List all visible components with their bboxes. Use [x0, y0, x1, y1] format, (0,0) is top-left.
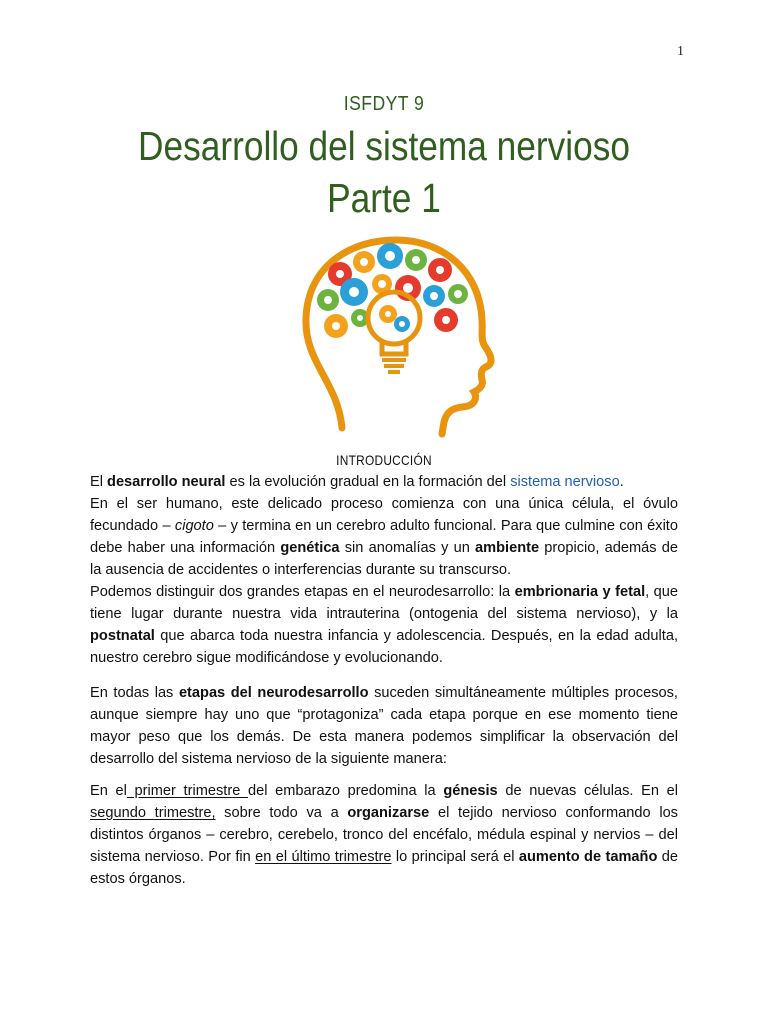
intro-paragraph-1	[90, 471, 678, 669]
document-title	[54, 120, 714, 224]
brain-lightbulb-illustration	[284, 222, 504, 440]
bold-term: postnatal	[90, 628, 155, 644]
paragraph-text: En el primer trimestre del embarazo predomina la génesis de nuevas células. En el segundo trimestre, sobre todo va a organizarse el tejido nervioso conformando los distintos órganos – cerebro, cerebelo, tronco del encéfalo, médula espinal y nervios – del sistema nervioso. Por fin en el último trimestre lo principal será el aumento de tamaño de estos órganos.	[90, 783, 678, 887]
underlined-term: en el último trimestre	[255, 849, 392, 865]
intro-paragraph-2	[90, 682, 678, 770]
page-number: 1	[677, 44, 684, 59]
bold-term: embrionaria y fetal	[514, 584, 646, 600]
bold-term: ambiente	[475, 540, 540, 556]
sistema-nervioso-link[interactable]: sistema nervioso	[510, 474, 620, 490]
lightbulb	[368, 292, 420, 372]
bold-term: génesis	[443, 783, 498, 799]
bold-term: genética	[280, 540, 340, 556]
paragraph-text: En todas las etapas del neurodesarrollo suceden simultáneamente múltiples procesos, aunque siempre hay uno que “protagoniza” cada etapa porque en ese momento tiene mayor peso que los demás. De esta manera podemos simplificar la observación del desarrollo del sistema nervioso de la siguiente manera:	[90, 685, 678, 767]
underlined-term: segundo trimestre,	[90, 805, 216, 821]
bold-term: organizarse	[347, 805, 430, 821]
title-line-1: Desarrollo del sistema nervioso	[138, 123, 630, 169]
paragraph-text: En el ser humano, este delicado proceso comienza con una única célula, el óvulo fecundado – cigoto – y termina en un cerebro adulto funcional. Para que culmine con éxito debe haber una información genética sin anomalías y un ambiente propicio, además de la ausencia de accidentes o interferencias durante su transcurso.	[90, 496, 678, 578]
title-line-2: Parte 1	[327, 175, 441, 221]
paragraph-text: Podemos distinguir dos grandes etapas en el neurodesarrollo: la embrionaria y fetal, que tiene lugar durante nuestra vida intrauterina (ontogenia del sistema nervioso), y la postnatal que abarca toda nuestra infancia y adolescencia. Después, en la edad adulta, nuestro cerebro sigue modificándose y evolucionando.	[90, 584, 678, 666]
bold-term: desarrollo neural	[107, 474, 226, 490]
document-header	[0, 90, 768, 224]
section-heading: INTRODUCCIÓN	[336, 452, 432, 468]
paragraph-line: El desarrollo neural es la evolución gradual en la formación del sistema nervioso.	[90, 474, 624, 490]
intro-paragraph-3	[90, 780, 678, 890]
bold-term: etapas del neurodesarrollo	[178, 685, 369, 701]
underlined-term: primer trimestre	[126, 783, 248, 799]
italic-term: cigoto	[174, 518, 214, 534]
institution-name: ISFDYT 9	[343, 93, 425, 115]
bold-term: aumento de tamaño	[518, 849, 658, 865]
